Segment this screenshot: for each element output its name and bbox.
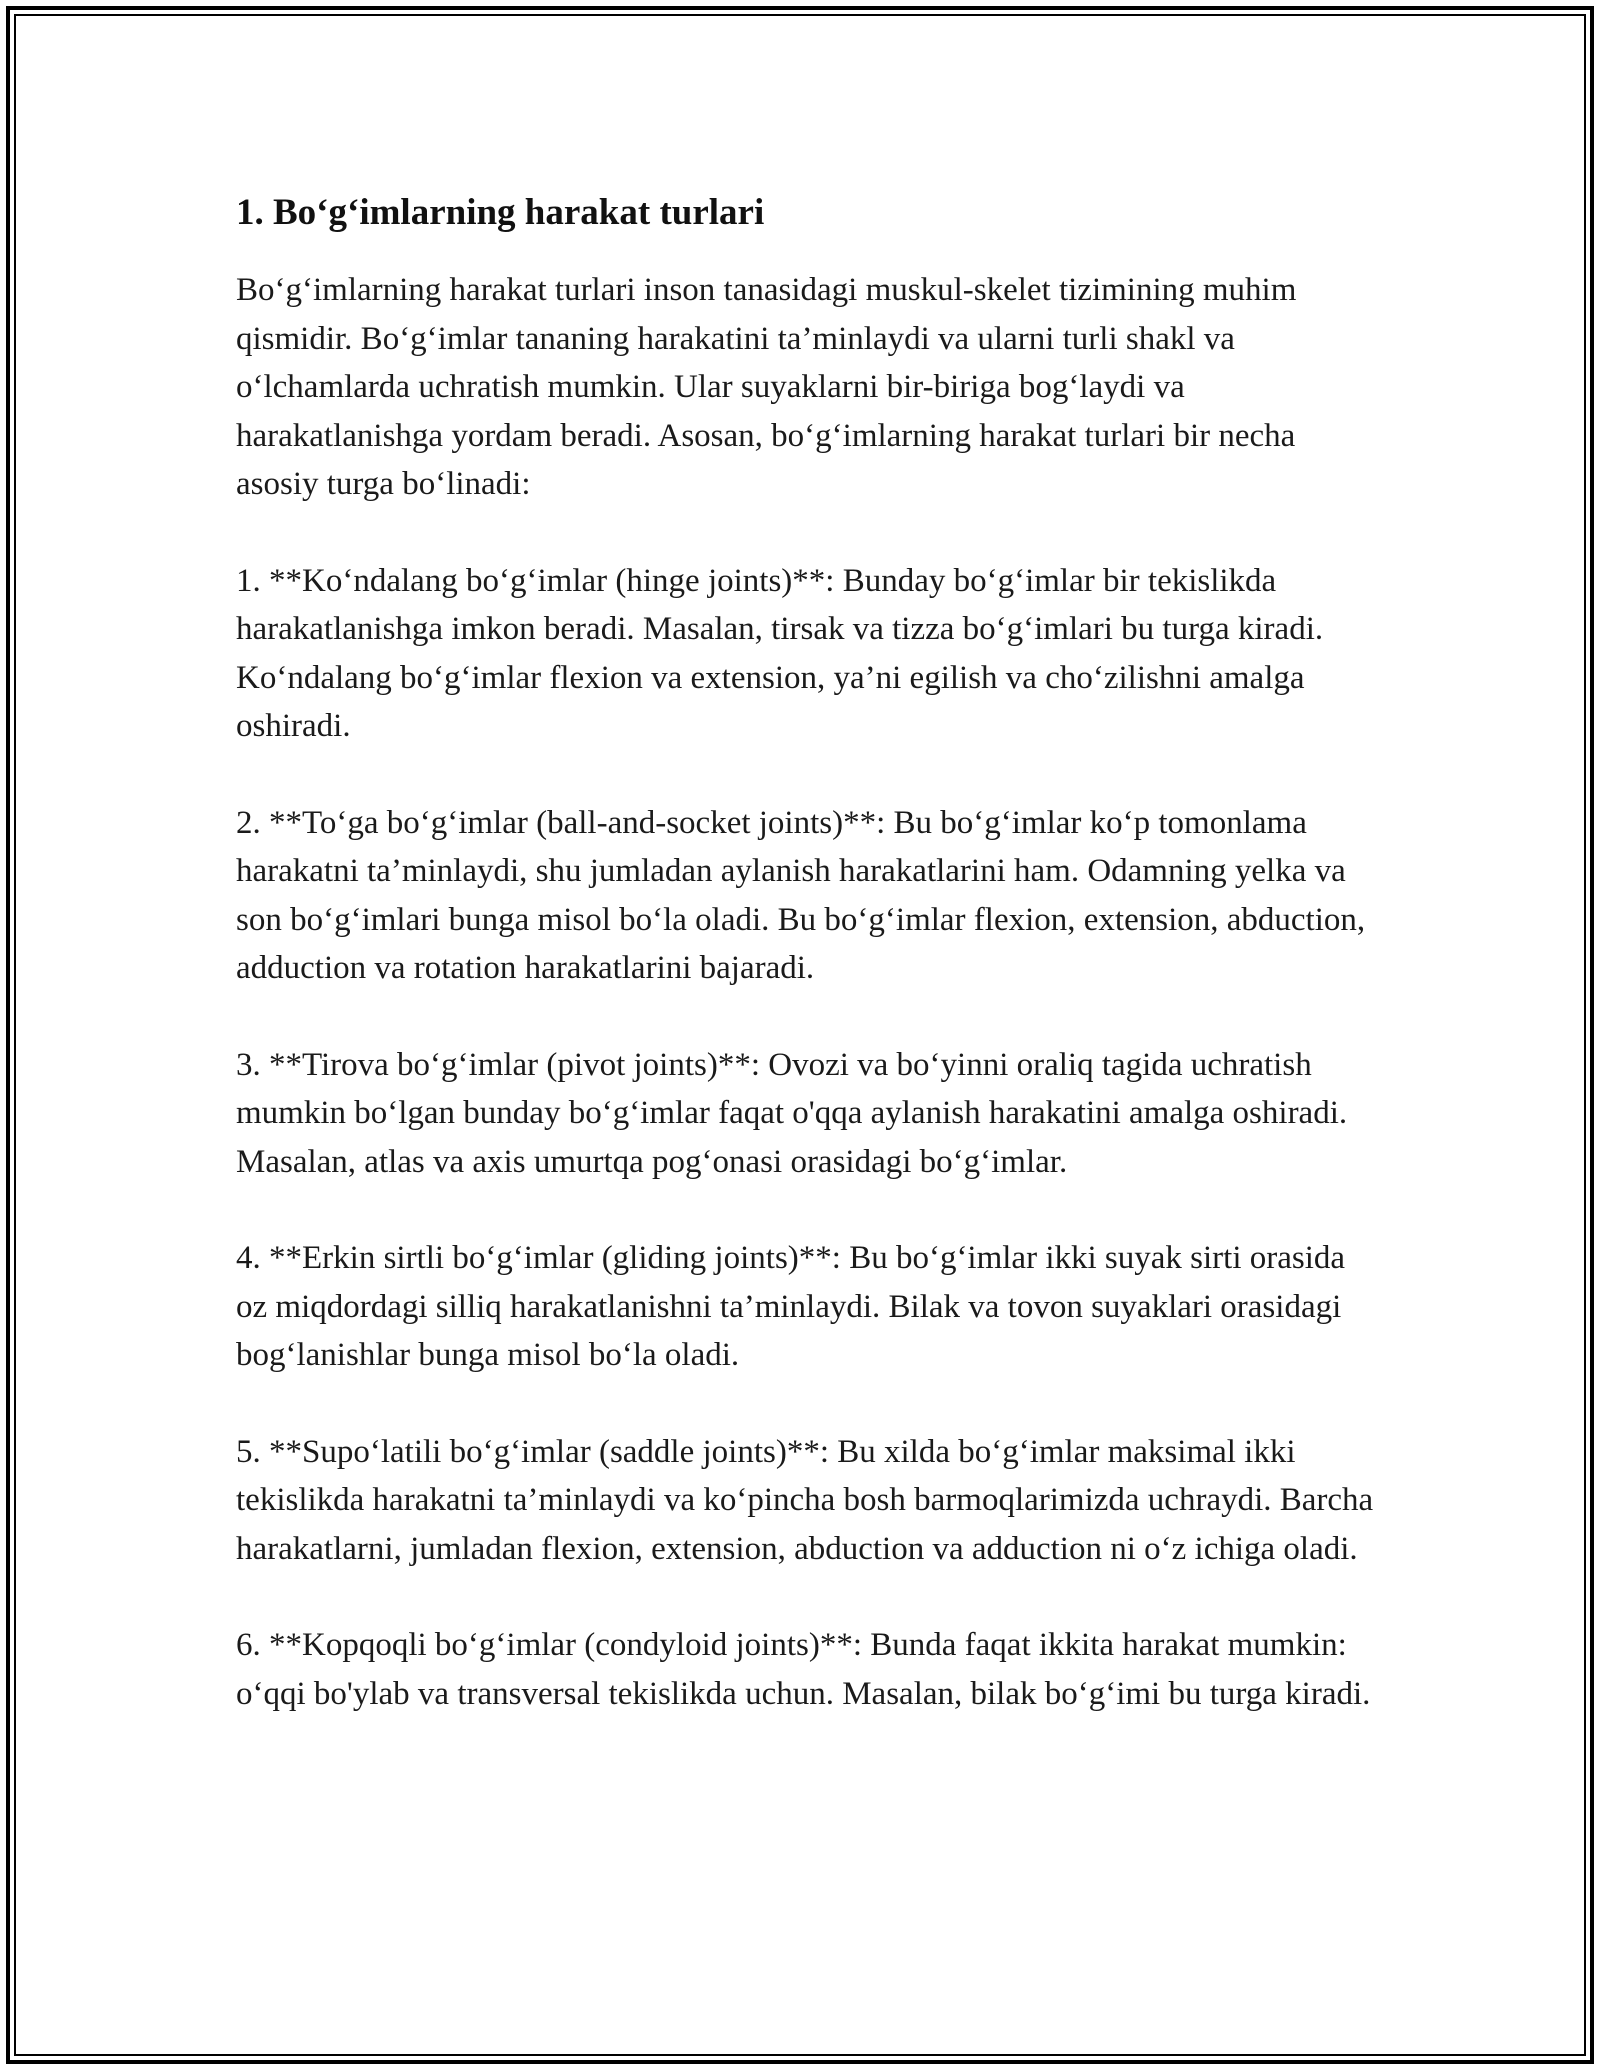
section-heading: 1. Bo‘g‘imlarning harakat turlari bbox=[236, 192, 765, 233]
intro-paragraph: Bo‘g‘imlarning harakat turlari inson tanasidagi muskul-skelet tizimining muhim qismidir. Bo‘g‘imlar tananing harakatini ta’minlaydi va ularni turli shakl va o‘lchamlarda uchratish mumkin. Ular suyaklarni bir-biriga bog‘laydi va harakatlanishga yordam beradi. Asosan, bo‘g‘imlarning harakat turlari bir necha asosiy turga bo‘linadi: bbox=[236, 272, 1297, 502]
list-item-pivot-joints: 3. **Tirova bo‘g‘imlar (pivot joints)**: Ovozi va bo‘yinni oraliq tagida uchratish mumkin bo‘lgan bunday bo‘g‘imlar faqat o'qqa aylanish harakatini amalga oshiradi. Masalan, atlas va axis umurtqa pog‘onasi orasidagi bo‘g‘imlar. bbox=[236, 1046, 1348, 1180]
list-item-gliding-joints: 4. **Erkin sirtli bo‘g‘imlar (gliding joints)**: Bu bo‘g‘imlar ikki suyak sirti orasida oz miqdordagi silliq harakatlanishni ta’minlaydi. Bilak va tovon suyaklari orasidagi bog‘lanishlar bunga misol bo‘la oladi. bbox=[236, 1240, 1346, 1373]
list-item-saddle-joints: 5. **Supo‘latili bo‘g‘imlar (saddle joints)**: Bu xilda bo‘g‘imlar maksimal ikki tekislikda harakatni ta’minlaydi va ko‘pincha bosh barmoqlarimizda uchraydi. Barcha harakatlarni, jumladan flexion, extension, abduction va adduction ni o‘z ichiga oladi. bbox=[236, 1433, 1374, 1567]
document-body bbox=[236, 188, 1376, 1766]
list-item-condyloid-joints: 6. **Kopqoqli bo‘g‘imlar (condyloid joints)**: Bunda faqat ikkita harakat mumkin: o‘qqi bo'ylab va transversal tekislikda uchun. Masalan, bilak bo‘g‘imi bu turga kiradi. bbox=[236, 1627, 1371, 1712]
list-item-ball-and-socket-joints: 2. **To‘ga bo‘g‘imlar (ball-and-socket joints)**: Bu bo‘g‘imlar ko‘p tomonlama harakatni ta’minlaydi, shu jumladan aylanish harakatlarini ham. Odamning yelka va son bo‘g‘imlari bunga misol bo‘la oladi. Bu bo‘g‘imlar flexion, extension, abduction, adduction va rotation harakatlarini bajaradi. bbox=[236, 804, 1366, 986]
list-item-hinge-joints: 1. **Ko‘ndalang bo‘g‘imlar (hinge joints)**: Bunday bo‘g‘imlar bir tekislikda harakatlanishga imkon beradi. Masalan, tirsak va tizza bo‘g‘imlari bu turga kiradi. Ko‘ndalang bo‘g‘imlar flexion va extension, ya’ni egilish va cho‘zilishni amalga oshiradi. bbox=[236, 562, 1324, 744]
